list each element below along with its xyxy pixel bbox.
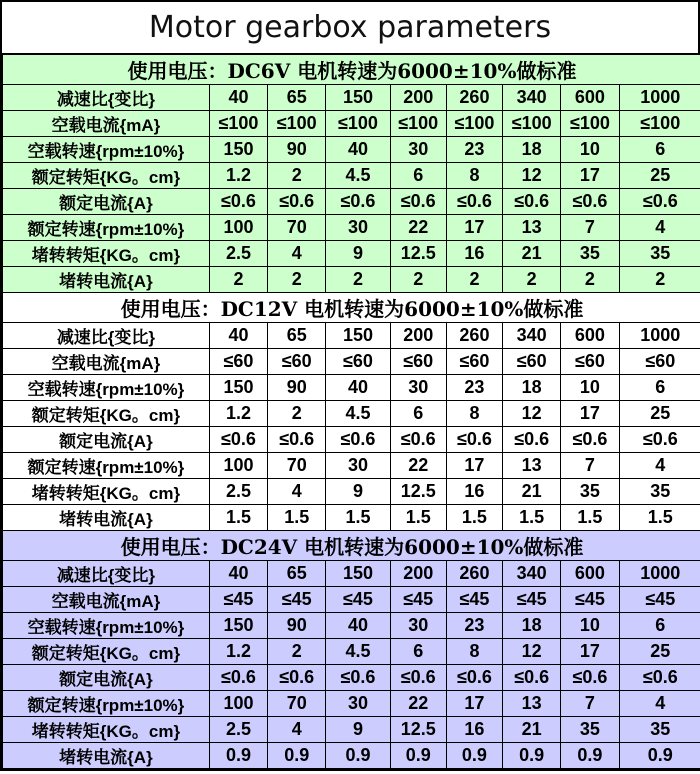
row-label: 空载转速{rpm±10%} xyxy=(3,137,210,163)
table-row xyxy=(3,743,700,769)
voltage-header: 使用电压：DC24V 电机转速为6000±10%做标准 xyxy=(3,531,700,561)
table-cell: 70 xyxy=(268,215,326,241)
table-row xyxy=(3,241,700,267)
table-cell: 8 xyxy=(446,163,502,189)
table-cell: 1.5 xyxy=(390,505,446,531)
table-cell: 4 xyxy=(619,453,700,479)
table-row xyxy=(3,639,700,665)
table-cell: ≤0.6 xyxy=(503,427,561,453)
row-label: 空载电流{mA} xyxy=(3,349,210,375)
table-cell: 21 xyxy=(503,241,561,267)
table-cell: 1.5 xyxy=(619,505,700,531)
table-cell: 9 xyxy=(326,479,390,505)
table-row xyxy=(3,453,700,479)
table-cell: 8 xyxy=(446,639,502,665)
table-cell: 2 xyxy=(209,267,267,293)
table-frame xyxy=(0,54,700,771)
table-cell: 100 xyxy=(209,691,267,717)
table-cell: 0.9 xyxy=(209,743,267,769)
table-cell: 1.5 xyxy=(268,505,326,531)
table-cell: 4.5 xyxy=(326,639,390,665)
table-cell: 65 xyxy=(268,85,326,111)
table-row xyxy=(3,587,700,613)
table-cell: 35 xyxy=(619,717,700,743)
table-cell: 30 xyxy=(390,613,446,639)
table-row xyxy=(3,427,700,453)
table-cell: ≤0.6 xyxy=(326,189,390,215)
table-cell: 6 xyxy=(619,137,700,163)
table-cell: 35 xyxy=(619,241,700,267)
table-cell: 1.5 xyxy=(209,505,267,531)
table-cell: 200 xyxy=(390,85,446,111)
table-cell: 2 xyxy=(390,267,446,293)
row-label: 额定电流{A} xyxy=(3,189,210,215)
table-cell: 40 xyxy=(209,323,267,349)
table-cell: 12 xyxy=(503,639,561,665)
table-cell: 2 xyxy=(619,267,700,293)
table-cell: ≤60 xyxy=(561,349,619,375)
table-cell: 12 xyxy=(503,163,561,189)
table-cell: 4 xyxy=(619,215,700,241)
table-cell: 1000 xyxy=(619,85,700,111)
table-cell: 17 xyxy=(561,401,619,427)
table-cell: 22 xyxy=(390,691,446,717)
table-cell: 2 xyxy=(268,267,326,293)
table-cell: 4.5 xyxy=(326,401,390,427)
table-cell: ≤0.6 xyxy=(503,665,561,691)
table-cell: 0.9 xyxy=(446,743,502,769)
row-label: 堵转转矩{KG。cm} xyxy=(3,241,210,267)
table-cell: 40 xyxy=(209,85,267,111)
table-row xyxy=(3,349,700,375)
table-cell: 260 xyxy=(446,561,502,587)
table-cell: 150 xyxy=(326,85,390,111)
table-cell: 6 xyxy=(619,375,700,401)
row-label: 减速比{变比} xyxy=(3,561,210,587)
table-cell: 7 xyxy=(561,691,619,717)
table-cell: 6 xyxy=(390,401,446,427)
table-cell: 35 xyxy=(561,717,619,743)
table-cell: 23 xyxy=(446,613,502,639)
row-label: 额定电流{A} xyxy=(3,427,210,453)
table-row xyxy=(3,613,700,639)
table-cell: 2 xyxy=(268,639,326,665)
table-cell: ≤0.6 xyxy=(390,427,446,453)
table-cell: 0.9 xyxy=(619,743,700,769)
table-cell: 1.2 xyxy=(209,401,267,427)
table-row xyxy=(3,163,700,189)
table-cell: 340 xyxy=(503,85,561,111)
table-cell: 7 xyxy=(561,453,619,479)
table-cell: ≤100 xyxy=(326,111,390,137)
table-cell: 2 xyxy=(446,267,502,293)
table-cell: 260 xyxy=(446,85,502,111)
table-cell: 2.5 xyxy=(209,479,267,505)
table-cell: 16 xyxy=(446,717,502,743)
table-cell: 35 xyxy=(561,479,619,505)
table-cell: 70 xyxy=(268,691,326,717)
table-cell: 30 xyxy=(326,453,390,479)
table-cell: 17 xyxy=(446,453,502,479)
group-header-row xyxy=(3,293,700,323)
row-label: 额定转矩{KG。cm} xyxy=(3,401,210,427)
table-cell: ≤60 xyxy=(503,349,561,375)
table-cell: 100 xyxy=(209,453,267,479)
table-cell: 22 xyxy=(390,453,446,479)
row-label: 额定转矩{KG。cm} xyxy=(3,639,210,665)
table-cell: ≤60 xyxy=(619,349,700,375)
table-cell: 10 xyxy=(561,375,619,401)
row-label: 额定转矩{KG。cm} xyxy=(3,163,210,189)
table-cell: 12.5 xyxy=(390,241,446,267)
table-cell: ≤45 xyxy=(561,587,619,613)
table-cell: 23 xyxy=(446,137,502,163)
row-label: 空载转速{rpm±10%} xyxy=(3,375,210,401)
table-row xyxy=(3,189,700,215)
table-cell: 0.9 xyxy=(561,743,619,769)
table-cell: ≤0.6 xyxy=(268,665,326,691)
table-cell: 1.5 xyxy=(561,505,619,531)
table-cell: ≤0.6 xyxy=(446,189,502,215)
row-label: 减速比{变比} xyxy=(3,323,210,349)
table-cell: 2.5 xyxy=(209,717,267,743)
table-cell: 600 xyxy=(561,561,619,587)
table-cell: ≤0.6 xyxy=(209,665,267,691)
page-title: Motor gearbox parameters xyxy=(0,0,700,54)
table-cell: ≤0.6 xyxy=(503,189,561,215)
row-label: 额定电流{A} xyxy=(3,665,210,691)
row-label: 额定转速{rpm±10%} xyxy=(3,453,210,479)
table-cell: ≤45 xyxy=(619,587,700,613)
table-cell: 16 xyxy=(446,241,502,267)
table-cell: 2 xyxy=(561,267,619,293)
table-cell: 40 xyxy=(209,561,267,587)
table-cell: ≤60 xyxy=(326,349,390,375)
table-cell: 12.5 xyxy=(390,717,446,743)
table-cell: ≤100 xyxy=(268,111,326,137)
row-label: 空载电流{mA} xyxy=(3,587,210,613)
table-cell: 6 xyxy=(390,639,446,665)
table-cell: 150 xyxy=(209,613,267,639)
table-cell: 21 xyxy=(503,717,561,743)
table-cell: 21 xyxy=(503,479,561,505)
table-cell: ≤100 xyxy=(209,111,267,137)
table-cell: ≤45 xyxy=(326,587,390,613)
table-row xyxy=(3,505,700,531)
table-cell: 10 xyxy=(561,613,619,639)
table-cell: 25 xyxy=(619,401,700,427)
table-row xyxy=(3,375,700,401)
table-cell: 90 xyxy=(268,375,326,401)
table-cell: 2 xyxy=(503,267,561,293)
table-cell: 30 xyxy=(326,691,390,717)
table-cell: 17 xyxy=(561,163,619,189)
table-cell: 4.5 xyxy=(326,163,390,189)
table-cell: 340 xyxy=(503,561,561,587)
table-cell: 12 xyxy=(503,401,561,427)
table-row xyxy=(3,665,700,691)
table-row xyxy=(3,479,700,505)
table-cell: ≤60 xyxy=(268,349,326,375)
table-cell: ≤0.6 xyxy=(390,189,446,215)
table-cell: ≤0.6 xyxy=(619,665,700,691)
table-row xyxy=(3,267,700,293)
table-cell: 2.5 xyxy=(209,241,267,267)
table-cell: 23 xyxy=(446,375,502,401)
table-cell: 10 xyxy=(561,137,619,163)
table-row xyxy=(3,111,700,137)
table-cell: 260 xyxy=(446,323,502,349)
table-cell: 22 xyxy=(390,215,446,241)
table-cell: 65 xyxy=(268,323,326,349)
table-row xyxy=(3,85,700,111)
table-cell: 12.5 xyxy=(390,479,446,505)
table-cell: 0.9 xyxy=(326,743,390,769)
table-cell: 35 xyxy=(619,479,700,505)
table-cell: 4 xyxy=(268,717,326,743)
table-cell: ≤0.6 xyxy=(268,427,326,453)
table-cell: 4 xyxy=(619,691,700,717)
row-label: 额定转速{rpm±10%} xyxy=(3,215,210,241)
table-cell: 150 xyxy=(326,323,390,349)
table-cell: 4 xyxy=(268,479,326,505)
table-cell: 13 xyxy=(503,453,561,479)
table-cell: 600 xyxy=(561,85,619,111)
table-cell: 2 xyxy=(326,267,390,293)
table-cell: 40 xyxy=(326,613,390,639)
row-label: 额定转速{rpm±10%} xyxy=(3,691,210,717)
table-cell: ≤0.6 xyxy=(209,189,267,215)
table-cell: 0.9 xyxy=(390,743,446,769)
table-cell: 13 xyxy=(503,215,561,241)
table-cell: ≤45 xyxy=(446,587,502,613)
table-cell: ≤0.6 xyxy=(209,427,267,453)
table-cell: 150 xyxy=(209,137,267,163)
group-header-row xyxy=(3,55,700,85)
table-cell: ≤0.6 xyxy=(390,665,446,691)
table-cell: 4 xyxy=(268,241,326,267)
table-cell: 600 xyxy=(561,323,619,349)
table-cell: ≤0.6 xyxy=(326,665,390,691)
table-cell: 30 xyxy=(390,375,446,401)
table-cell: ≤45 xyxy=(209,587,267,613)
table-cell: 18 xyxy=(503,137,561,163)
row-label: 堵转电流{A} xyxy=(3,505,210,531)
table-row xyxy=(3,717,700,743)
table-cell: ≤60 xyxy=(209,349,267,375)
row-label: 减速比{变比} xyxy=(3,85,210,111)
parameters-table xyxy=(2,54,700,769)
row-label: 堵转转矩{KG。cm} xyxy=(3,479,210,505)
voltage-header: 使用电压：DC12V 电机转速为6000±10%做标准 xyxy=(3,293,700,323)
table-cell: 17 xyxy=(561,639,619,665)
table-cell: 1000 xyxy=(619,323,700,349)
table-cell: 8 xyxy=(446,401,502,427)
table-row xyxy=(3,323,700,349)
row-label: 堵转电流{A} xyxy=(3,267,210,293)
table-cell: ≤100 xyxy=(503,111,561,137)
table-cell: 340 xyxy=(503,323,561,349)
table-cell: 1000 xyxy=(619,561,700,587)
table-cell: 13 xyxy=(503,691,561,717)
table-cell: 9 xyxy=(326,717,390,743)
table-cell: 1.2 xyxy=(209,639,267,665)
table-row xyxy=(3,137,700,163)
table-cell: ≤0.6 xyxy=(561,665,619,691)
table-row xyxy=(3,691,700,717)
table-cell: 18 xyxy=(503,613,561,639)
table-cell: ≤60 xyxy=(390,349,446,375)
table-cell: ≤100 xyxy=(561,111,619,137)
table-cell: ≤0.6 xyxy=(619,427,700,453)
table-cell: ≤45 xyxy=(390,587,446,613)
table-cell: ≤0.6 xyxy=(561,427,619,453)
table-cell: 18 xyxy=(503,375,561,401)
table-cell: ≤45 xyxy=(503,587,561,613)
table-cell: 40 xyxy=(326,375,390,401)
table-cell: ≤45 xyxy=(268,587,326,613)
table-cell: 0.9 xyxy=(268,743,326,769)
table-cell: 200 xyxy=(390,323,446,349)
table-cell: 6 xyxy=(619,613,700,639)
table-cell: 17 xyxy=(446,215,502,241)
table-cell: 150 xyxy=(326,561,390,587)
table-cell: 1.5 xyxy=(446,505,502,531)
table-row xyxy=(3,215,700,241)
table-cell: 70 xyxy=(268,453,326,479)
table-cell: ≤100 xyxy=(390,111,446,137)
table-cell: 30 xyxy=(390,137,446,163)
table-cell: 90 xyxy=(268,137,326,163)
table-cell: ≤0.6 xyxy=(561,189,619,215)
table-cell: ≤0.6 xyxy=(326,427,390,453)
table-cell: 200 xyxy=(390,561,446,587)
table-cell: ≤100 xyxy=(446,111,502,137)
table-cell: ≤0.6 xyxy=(446,665,502,691)
table-cell: 17 xyxy=(446,691,502,717)
table-cell: 30 xyxy=(326,215,390,241)
table-cell: 9 xyxy=(326,241,390,267)
table-cell: 65 xyxy=(268,561,326,587)
table-cell: 1.5 xyxy=(503,505,561,531)
table-cell: 6 xyxy=(390,163,446,189)
table-cell: ≤0.6 xyxy=(446,427,502,453)
row-label: 空载转速{rpm±10%} xyxy=(3,613,210,639)
table-cell: ≤60 xyxy=(446,349,502,375)
row-label: 空载电流{mA} xyxy=(3,111,210,137)
table-cell: 25 xyxy=(619,163,700,189)
table-cell: 16 xyxy=(446,479,502,505)
table-cell: 90 xyxy=(268,613,326,639)
row-label: 堵转转矩{KG。cm} xyxy=(3,717,210,743)
table-cell: 1.5 xyxy=(326,505,390,531)
table-cell: 40 xyxy=(326,137,390,163)
table-cell: 25 xyxy=(619,639,700,665)
table-cell: 1.2 xyxy=(209,163,267,189)
voltage-header: 使用电压：DC6V 电机转速为6000±10%做标准 xyxy=(3,55,700,85)
table-cell: ≤100 xyxy=(619,111,700,137)
table-row xyxy=(3,561,700,587)
table-cell: 150 xyxy=(209,375,267,401)
table-row xyxy=(3,401,700,427)
table-cell: 2 xyxy=(268,163,326,189)
row-label: 堵转电流{A} xyxy=(3,743,210,769)
group-header-row xyxy=(3,531,700,561)
table-cell: 0.9 xyxy=(503,743,561,769)
table-cell: 2 xyxy=(268,401,326,427)
table-cell: 7 xyxy=(561,215,619,241)
table-cell: ≤0.6 xyxy=(268,189,326,215)
table-cell: 100 xyxy=(209,215,267,241)
table-cell: 35 xyxy=(561,241,619,267)
table-cell: ≤0.6 xyxy=(619,189,700,215)
